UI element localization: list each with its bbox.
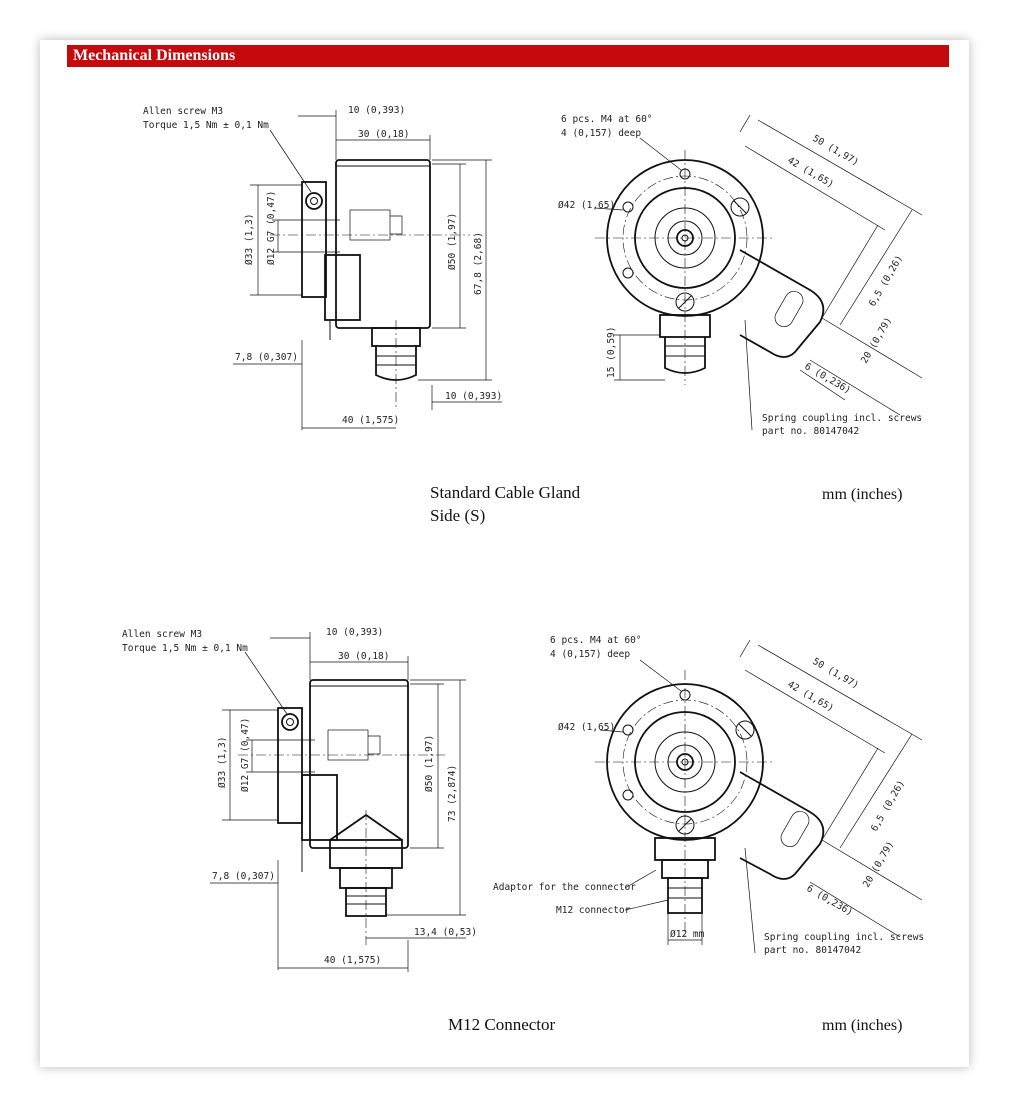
- front-view-m12: [493, 635, 924, 956]
- section-title: Mechanical Dimensions: [67, 45, 949, 67]
- dim-50-2: Ø50 (1,97): [424, 734, 435, 792]
- dim-50: Ø50 (1,97): [447, 212, 458, 270]
- dim-6-5: 6,5 (0,26): [867, 253, 906, 309]
- dim-height: 67,8 (2,68): [473, 232, 484, 295]
- dim-10-bottom: 10 (0,393): [445, 391, 503, 402]
- dim-7-8-2: 7,8 (0,307): [212, 871, 275, 882]
- torque-label-2: Torque 1,5 Nm ± 0,1 Nm: [122, 643, 248, 654]
- side-view-m12: [122, 627, 477, 972]
- holes-depth-label-2: 4 (0,157) deep: [550, 649, 631, 660]
- dim-20-2: 20 (0,79): [861, 839, 897, 890]
- dim-50-right: 50 (1,97): [810, 133, 861, 169]
- dim-10-top: 10 (0,393): [348, 105, 406, 116]
- caption-standard-cable-gland: Standard Cable Gland: [430, 483, 581, 502]
- dim-50-right-2: 50 (1,97): [810, 656, 861, 692]
- drawing-canvas: [40, 40, 969, 1067]
- dim-42-circle-2: Ø42 (1,65): [558, 722, 616, 733]
- dim-42-right: 42 (1,65): [785, 155, 836, 191]
- dim-30: 30 (0,18): [358, 129, 410, 140]
- dim-42-circle: Ø42 (1,65): [558, 200, 616, 211]
- coupling-part-label-2: part no. 80147042: [764, 945, 862, 956]
- allen-screw-label-2: Allen screw M3: [122, 629, 203, 640]
- dim-6: 6 (0,236): [802, 361, 853, 397]
- dim-6-2: 6 (0,236): [804, 883, 855, 919]
- dim-33: Ø33 (1,3): [244, 213, 255, 265]
- allen-screw-label: Allen screw M3: [143, 106, 224, 117]
- front-view-cable-gland: [558, 114, 922, 437]
- adaptor-label: Adaptor for the connector: [493, 882, 636, 893]
- caption-m12-connector: M12 Connector: [448, 1015, 556, 1034]
- dim-42-right-2: 42 (1,65): [785, 679, 836, 715]
- dim-20: 20 (0,79): [859, 315, 895, 366]
- dim-12: Ø12 G7 (0,47): [266, 190, 277, 265]
- units-label-1: mm (inches): [822, 486, 903, 503]
- dim-12-2: Ø12 G7 (0,47): [240, 717, 251, 792]
- side-view-cable-gland: [143, 105, 502, 430]
- dim-height-2: 73 (2,874): [447, 764, 458, 822]
- dim-15: 15 (0,59): [606, 326, 617, 378]
- coupling-label-2: Spring coupling incl. screws: [764, 932, 925, 943]
- dim-7-8: 7,8 (0,307): [235, 352, 298, 363]
- m12-label: M12 connector: [556, 905, 631, 916]
- units-label-2: mm (inches): [822, 1017, 903, 1034]
- coupling-label: Spring coupling incl. screws: [762, 413, 923, 424]
- dim-40: 40 (1,575): [342, 415, 400, 426]
- dim-40-2: 40 (1,575): [324, 955, 382, 966]
- dim-33-2: Ø33 (1,3): [217, 736, 228, 788]
- coupling-part-label: part no. 80147042: [762, 426, 860, 437]
- torque-label: Torque 1,5 Nm ± 0,1 Nm: [143, 120, 269, 131]
- dim-30-2: 30 (0,18): [338, 651, 390, 662]
- dim-6-5-2: 6,5 (0,26): [869, 778, 908, 834]
- dim-12mm: Ø12 mm: [670, 929, 705, 940]
- dim-13-4: 13,4 (0,53): [414, 927, 477, 938]
- datasheet-page: [40, 40, 969, 1067]
- dim-10-top-2: 10 (0,393): [326, 627, 384, 638]
- holes-label-2: 6 pcs. M4 at 60°: [550, 635, 642, 646]
- holes-depth-label: 4 (0,157) deep: [561, 128, 642, 139]
- caption-side-s: Side (S): [430, 506, 486, 525]
- holes-label: 6 pcs. M4 at 60°: [561, 114, 653, 125]
